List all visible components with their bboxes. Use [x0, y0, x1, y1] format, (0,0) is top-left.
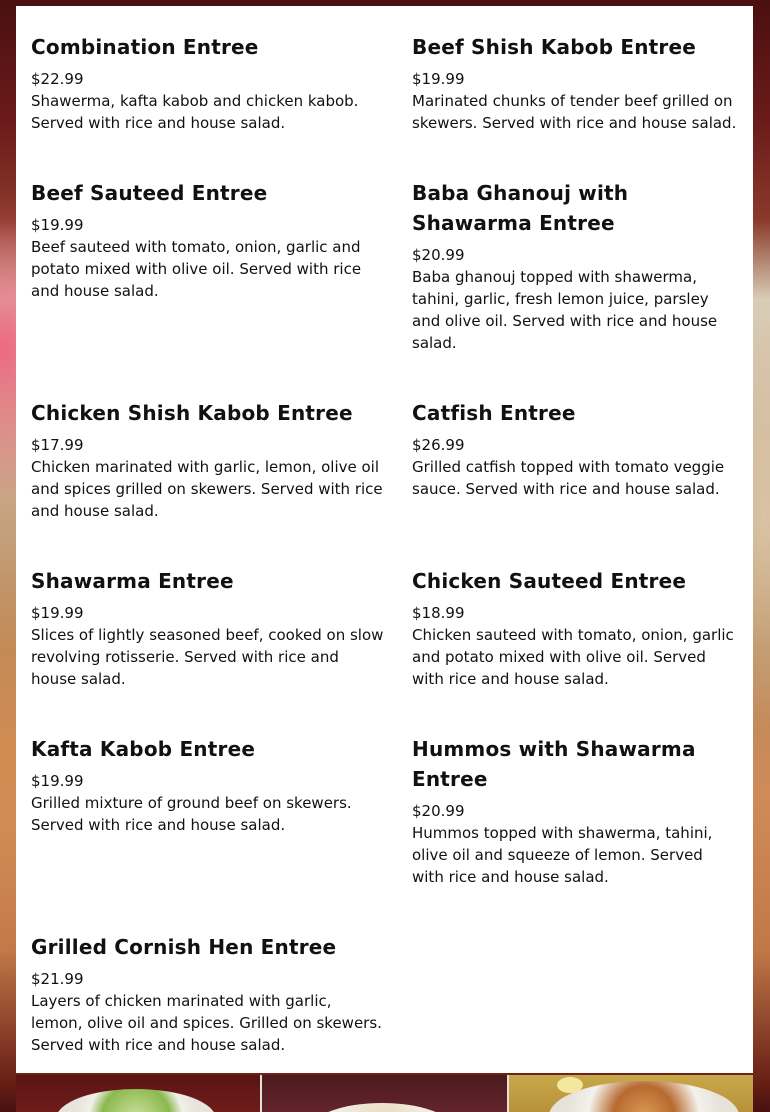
item-price: $17.99	[31, 436, 84, 454]
item-price: $20.99	[412, 246, 465, 264]
menu-item	[31, 566, 386, 690]
catfish-plate-photo[interactable]	[509, 1075, 753, 1112]
menu-item	[412, 566, 742, 690]
menu-item	[31, 734, 386, 836]
item-name: Grilled Cornish Hen Entree	[31, 935, 337, 959]
menu-item	[31, 178, 386, 302]
item-name: Shawarma Entree	[31, 569, 234, 593]
menu-item	[31, 398, 386, 522]
item-price: $21.99	[31, 970, 84, 988]
item-price: $19.99	[31, 772, 84, 790]
item-description: Grilled mixture of ground beef on skewers. Served with rice and house salad.	[31, 794, 352, 834]
menu-item	[412, 32, 747, 134]
menu-item	[31, 932, 386, 1056]
menu-item	[412, 734, 732, 888]
lemon-image	[557, 1077, 583, 1093]
item-price: $20.99	[412, 802, 465, 820]
item-description: Hummos topped with shawerma, tahini, olive oil and squeeze of lemon. Served with rice and house salad.	[412, 824, 713, 886]
item-name: Catfish Entree	[412, 401, 576, 425]
item-name: Chicken Sauteed Entree	[412, 569, 687, 593]
item-price: $22.99	[31, 70, 84, 88]
item-price: $19.99	[412, 70, 465, 88]
plate-image	[312, 1103, 452, 1112]
item-name: Kafta Kabob Entree	[31, 737, 256, 761]
item-description: Baba ghanouj topped with shawerma, tahini, garlic, fresh lemon juice, parsley and olive oil. Served with rice and house salad.	[412, 268, 718, 352]
item-description: Chicken sauteed with tomato, onion, garlic and potato mixed with olive oil. Served with rice and house salad.	[412, 626, 734, 688]
food-photo-gallery	[16, 1075, 753, 1112]
menu-item	[412, 398, 742, 500]
salad-plate-photo[interactable]	[16, 1075, 260, 1112]
item-description: Chicken marinated with garlic, lemon, olive oil and spices grilled on skewers. Served with rice and house salad.	[31, 458, 383, 520]
item-price: $19.99	[31, 216, 84, 234]
item-price: $26.99	[412, 436, 465, 454]
item-description: Slices of lightly seasoned beef, cooked on slow revolving rotisserie. Served with rice and house salad.	[31, 626, 384, 688]
hummus-plate-photo[interactable]	[262, 1075, 506, 1112]
item-name: Beef Shish Kabob Entree	[412, 35, 697, 59]
item-name: Beef Sauteed Entree	[31, 181, 268, 205]
item-price: $19.99	[31, 604, 84, 622]
item-price: $18.99	[412, 604, 465, 622]
item-description: Beef sauteed with tomato, onion, garlic and potato mixed with olive oil. Served with rice and house salad.	[31, 238, 362, 300]
item-name: Hummos with Shawarma Entree	[412, 737, 696, 791]
menu-item	[412, 178, 732, 354]
item-name: Chicken Shish Kabob Entree	[31, 401, 353, 425]
item-name: Baba Ghanouj with Shawarma Entree	[412, 181, 629, 235]
item-name: Combination Entree	[31, 35, 259, 59]
item-description: Grilled catfish topped with tomato veggie sauce. Served with rice and house salad.	[412, 458, 725, 498]
menu-panel	[16, 6, 753, 1073]
item-description: Layers of chicken marinated with garlic, lemon, olive oil and spices. Grilled on skewers. Served with rice and house salad.	[31, 992, 382, 1054]
item-description: Marinated chunks of tender beef grilled on skewers. Served with rice and house salad.	[412, 92, 737, 132]
menu-item	[31, 32, 386, 134]
plate-image	[56, 1089, 216, 1112]
item-description: Shawerma, kafta kabob and chicken kabob. Served with rice and house salad.	[31, 92, 359, 132]
